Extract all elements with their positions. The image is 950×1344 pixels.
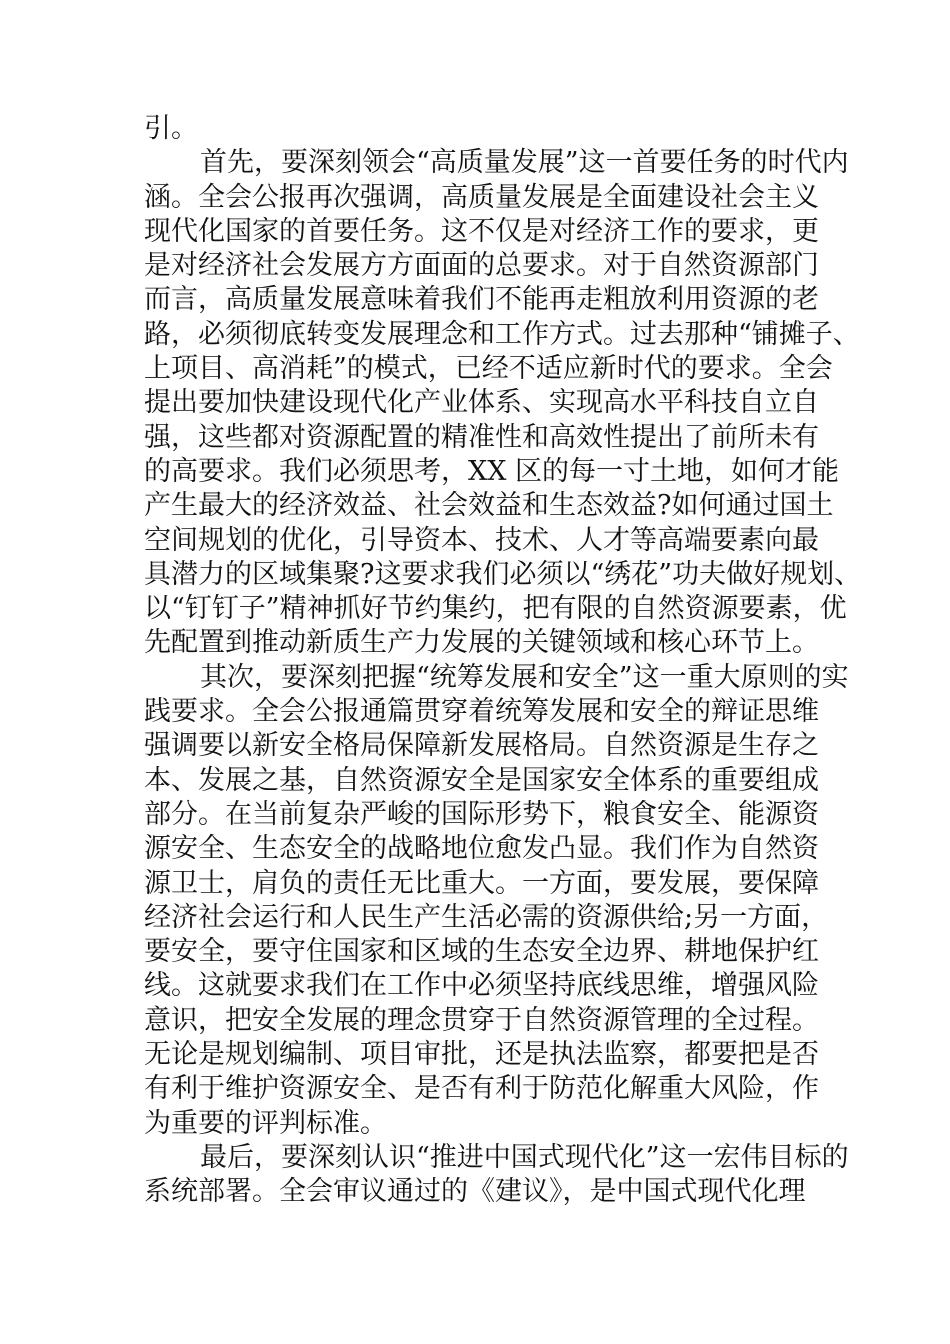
text-line: 具潜力的区域集聚?这要求我们必须以“绣花”功夫做好规划、 [144,558,862,590]
text-line: 部分。在当前复杂严峻的国际形势下，粮食安全、能源资 [144,798,819,830]
text-line: 提出要加快建设现代化产业体系、实现高水平科技自立自 [144,387,819,419]
text-line: 上项目、高消耗”的模式，已经不适应新时代的要求。全会 [144,353,833,385]
text-line: 的高要求。我们必须思考，XX 区的每一寸土地，如何才能 [144,455,840,487]
document-body-text [144,112,862,1210]
text-line: 引。 [144,113,198,144]
text-line: 线。这就要求我们在工作中必须坚持底线思维，增强风险 [144,970,819,1002]
paragraph-first-line: 最后，要深刻认识“推进中国式现代化”这一宏伟目标的 [200,1141,849,1173]
paragraph-first-line: 首先，要深刻领会“高质量发展”这一首要任务的时代内 [200,147,849,179]
text-line: 系统部署。全会审议通过的《建议》，是中国式现代化理 [144,1176,806,1208]
text-line: 有利于维护资源安全、是否有利于防范化解重大风险，作 [144,1073,819,1105]
text-line: 为重要的评判标准。 [144,1107,387,1139]
text-line: 意识，把安全发展的理念贯穿于自然资源管理的全过程。 [144,1004,819,1036]
text-line: 产生最大的经济效益、社会效益和生态效益?如何通过国土 [144,490,834,522]
text-line: 源安全、生态安全的战略地位愈发凸显。我们作为自然资 [144,833,819,865]
text-line: 是对经济社会发展方方面面的总要求。对于自然资源部门 [144,250,819,282]
paragraph-first-line: 其次，要深刻把握“统筹发展和安全”这一重大原则的实 [200,661,849,693]
text-line: 要安全，要守住国家和区域的生态安全边界、耕地保护红 [144,936,819,968]
text-line: 先配置到推动新质生产力发展的关键领域和核心环节上。 [144,627,819,659]
text-line: 路，必须彻底转变发展理念和工作方式。过去那种“铺摊子、 [144,318,860,350]
text-line: 以“钉钉子”精神抓好节约集约，把有限的自然资源要素，优 [144,593,847,625]
text-line: 强调要以新安全格局保障新发展格局。自然资源是生存之 [144,730,819,762]
text-line: 源卫士，肩负的责任无比重大。一方面，要发展，要保障 [144,867,819,899]
text-line: 经济社会运行和人民生产生活必需的资源供给;另一方面， [144,901,829,933]
text-line: 无论是规划编制、项目审批，还是执法监察，都要把是否 [144,1039,819,1071]
text-line: 强，这些都对资源配置的精准性和高效性提出了前所未有 [144,421,819,453]
text-line: 现代化国家的首要任务。这不仅是对经济工作的要求，更 [144,215,819,247]
text-line: 空间规划的优化，引导资本、技术、人才等高端要素向最 [144,524,819,556]
text-line: 践要求。全会公报通篇贯穿着统筹发展和安全的辩证思维 [144,696,819,728]
text-line: 而言，高质量发展意味着我们不能再走粗放利用资源的老 [144,284,819,316]
text-line: 本、发展之基，自然资源安全是国家安全体系的重要组成 [144,764,819,796]
text-line: 涵。全会公报再次强调，高质量发展是全面建设社会主义 [144,181,819,213]
